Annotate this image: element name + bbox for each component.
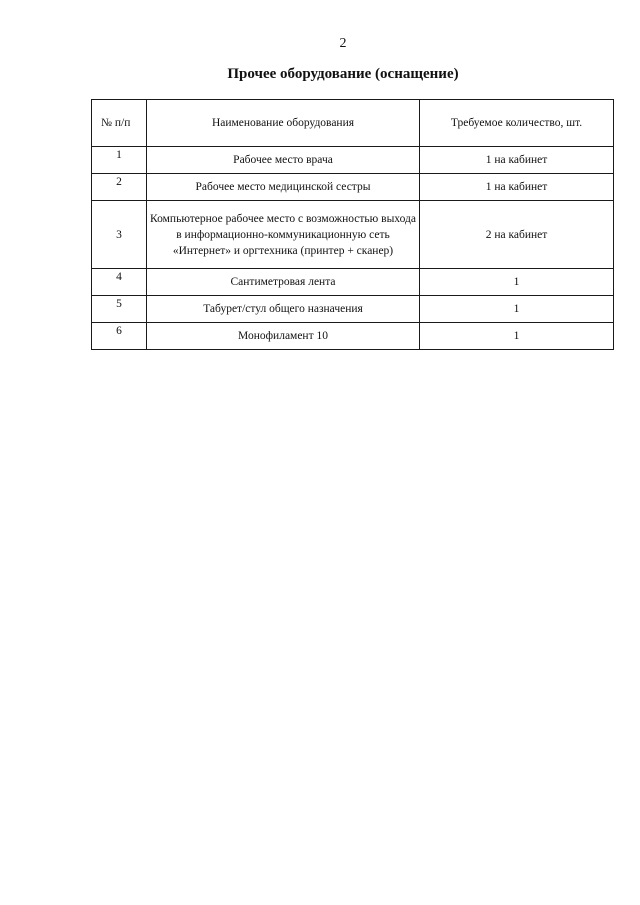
table-row — [92, 296, 614, 323]
row-number: 4 — [92, 269, 147, 296]
header-quantity: Требуемое количество, шт. — [420, 100, 614, 147]
document-title: Прочее оборудование (оснащение) — [227, 66, 459, 82]
table-row — [92, 323, 614, 350]
row-quantity: 1 на кабинет — [420, 174, 614, 201]
row-equipment-name: Монофиламент 10 — [147, 323, 420, 350]
row-number: 5 — [92, 296, 147, 323]
row-equipment-name: Рабочее место врача — [147, 147, 420, 174]
row-number: 1 — [92, 147, 147, 174]
row-number: 3 — [92, 201, 147, 269]
page-number: 2 — [339, 36, 347, 51]
row-number: 2 — [92, 174, 147, 201]
row-number: 6 — [92, 323, 147, 350]
table-header-row — [92, 100, 614, 147]
header-equipment-name: Наименование оборудования — [147, 100, 420, 147]
row-quantity: 1 — [420, 269, 614, 296]
table-row — [92, 147, 614, 174]
header-number: № п/п — [92, 100, 147, 147]
table-row — [92, 201, 614, 269]
equipment-table — [91, 99, 614, 350]
row-equipment-name: Табурет/стул общего назначения — [147, 296, 420, 323]
row-quantity: 1 — [420, 323, 614, 350]
table-row — [92, 174, 614, 201]
row-quantity: 1 — [420, 296, 614, 323]
row-quantity: 2 на кабинет — [420, 201, 614, 269]
row-equipment-name: Рабочее место медицинской сестры — [147, 174, 420, 201]
row-quantity: 1 на кабинет — [420, 147, 614, 174]
row-equipment-name: Сантиметровая лента — [147, 269, 420, 296]
row-equipment-name: Компьютерное рабочее место с возможностью выхода в информационно-коммуникационную сеть «Интернет» и оргтехника (принтер + сканер) — [147, 201, 420, 269]
table-row — [92, 269, 614, 296]
